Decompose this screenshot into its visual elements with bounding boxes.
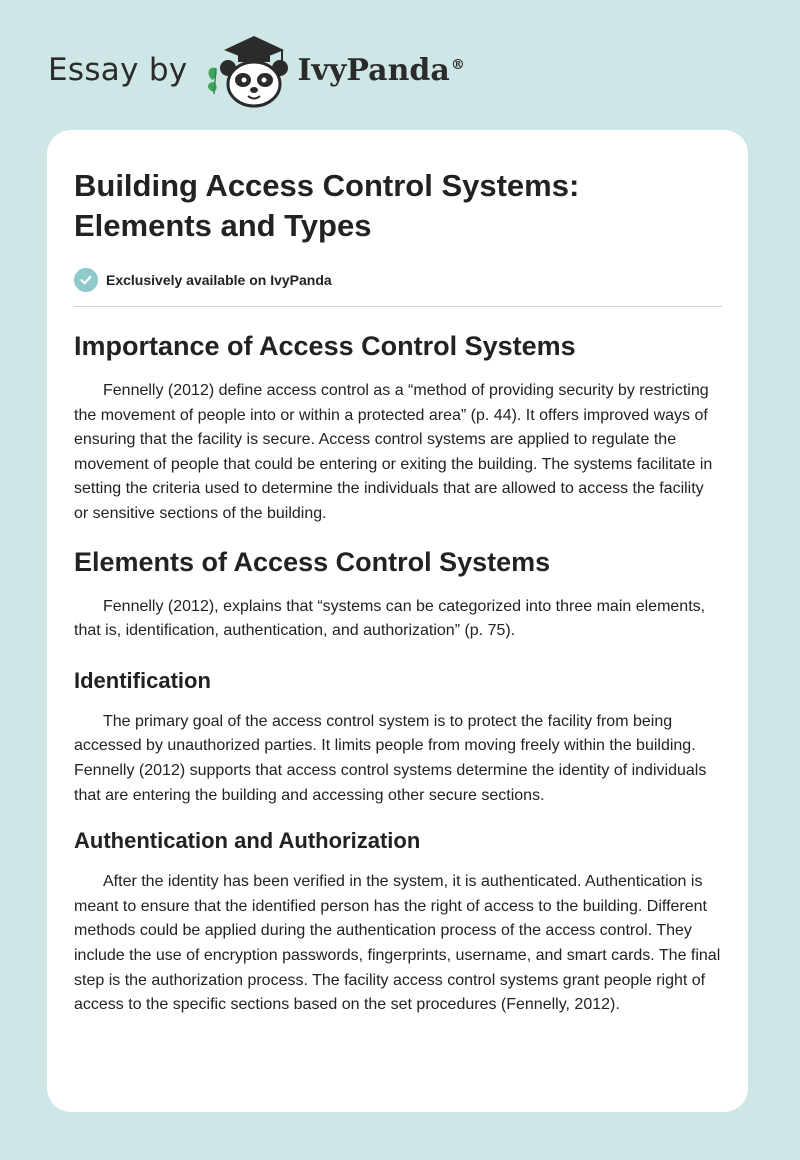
section-heading-identification: Identification: [74, 667, 211, 693]
section-heading-authentication: Authentication and Authorization: [74, 828, 421, 854]
section-paragraph-authentication: After the identity has been verified in the system, it is authenticated. Authentication is meant to ensure that the identified person has the right of access to the building. Different methods could be applied during the authentication process of the access control. They include the use of encryption passwords, fingerprints, username, and smart cards. The final step is the authorization process. The facility access control systems grant people right of access to the specific sections based on the set procedures (Fennelly, 2012).: [74, 873, 721, 1014]
section-paragraph-elements: Fennelly (2012), explains that “systems can be categorized into three main elements, that is, identification, authentication, and authorization” (p. 75).: [74, 597, 706, 640]
panda-graduate-logo-icon[interactable]: [202, 30, 294, 110]
essay-card: [47, 130, 748, 1112]
check-circle-icon: [74, 268, 98, 292]
section-paragraph-importance: Fennelly (2012) define access control as a “method of providing security by restricting the movement of people into or within a protected area” (p. 44). It offers improved ways of ensuring that the facility is secure. Access control systems are applied to regulate the movement of people that could be entering or exiting the building. The systems facilitate in setting the criteria used to determine the individuals that are allowed to access the facility or sensitive sections of the building.: [74, 382, 713, 522]
essay-by-label: Essay by: [48, 52, 188, 88]
section-heading-elements: Elements of Access Control Systems: [74, 546, 551, 577]
exclusive-badge: [74, 268, 722, 307]
essay-title: [74, 166, 722, 246]
brand-name[interactable]: IvyPanda®: [297, 52, 465, 88]
essay-title-line-2: Elements and Types: [74, 208, 372, 243]
registered-mark: ®: [450, 56, 465, 73]
section-heading-importance: Importance of Access Control Systems: [74, 331, 576, 361]
site-header: [48, 30, 465, 110]
essay-title-line-1: Building Access Control Systems:: [74, 168, 580, 203]
exclusive-label: Exclusively available on IvyPanda: [106, 272, 332, 288]
section-paragraph-identification: The primary goal of the access control system is to protect the facility from being accessed by unauthorized parties. It limits people from moving freely within the building. Fennelly (2012) supports that access control systems determine the identity of individuals that are entering the building and accessing other secure sections.: [74, 712, 707, 804]
